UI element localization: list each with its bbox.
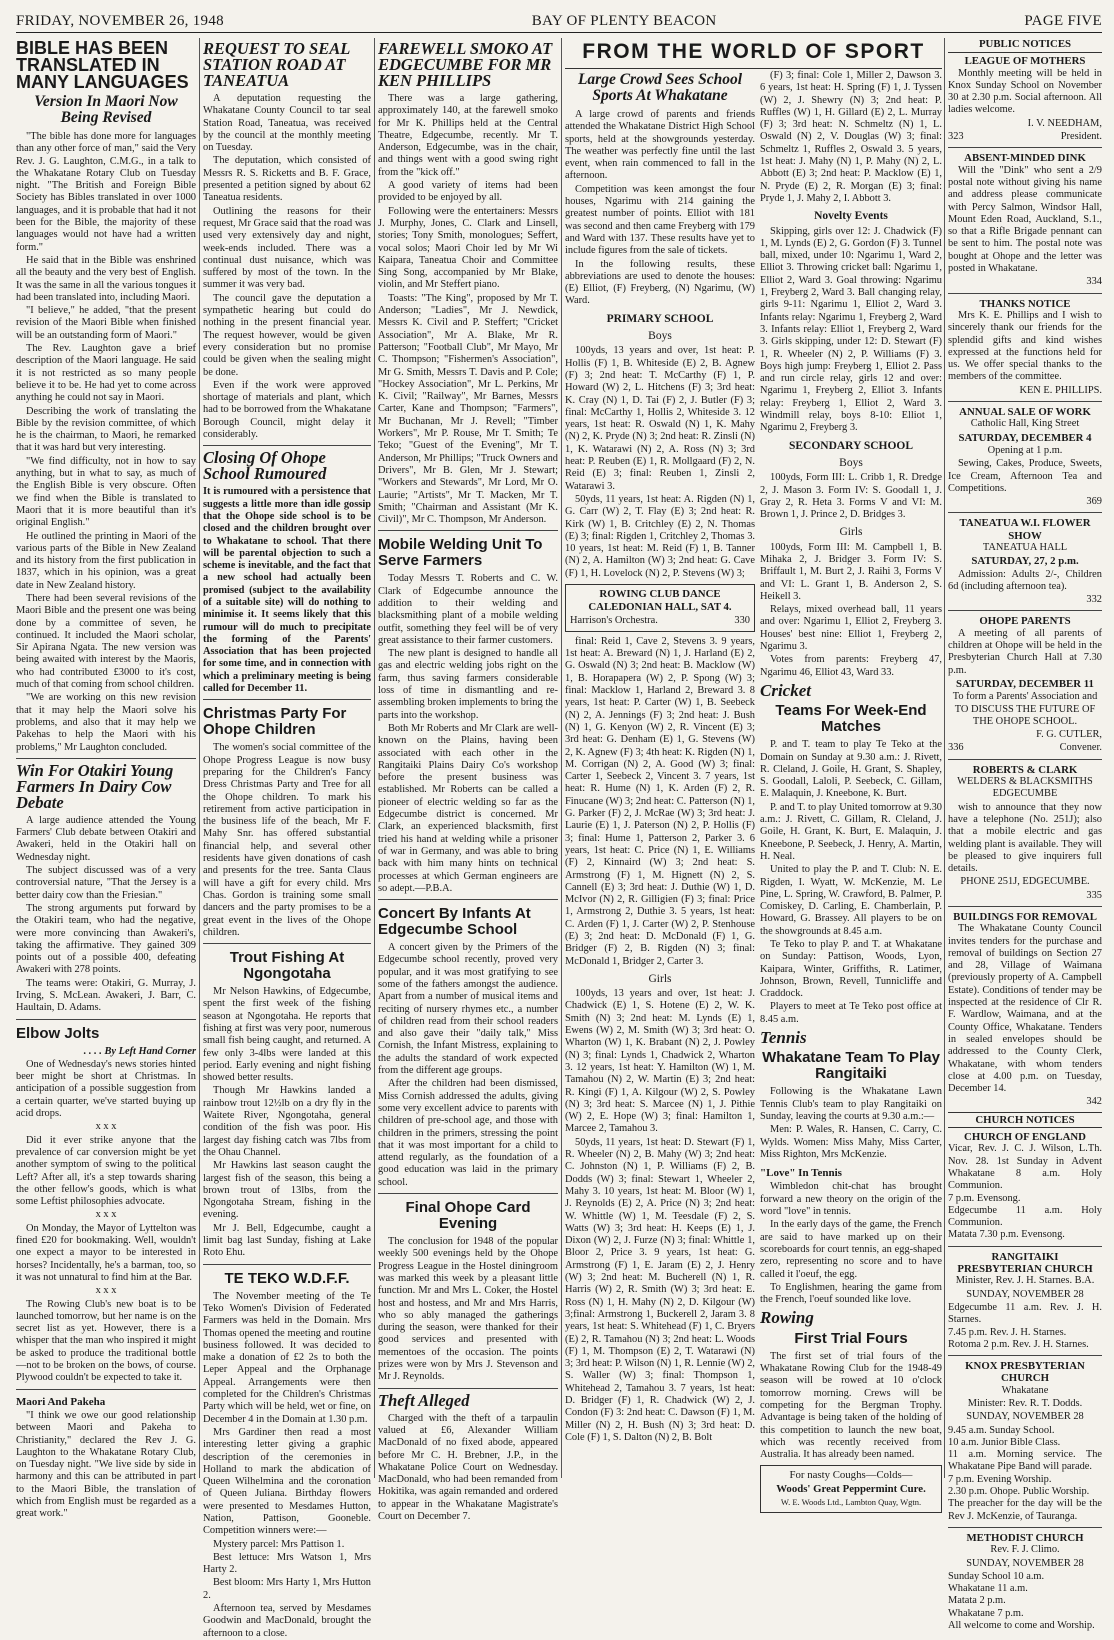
column-1	[16, 38, 196, 1520]
notice-number: 369	[1086, 496, 1102, 508]
notice-heading: BUILDINGS FOR REMOVAL	[953, 911, 1097, 923]
notice-signature: F. G. CUTLER,	[1036, 729, 1102, 741]
article-paragraph: Mr Nelson Hawkins, of Edgecumbe, spent the first week of the fishing season at Ngongotaha. He reports that fishing at first was very poor, numerous small fish being caught, and returned. A few only 3-4lbs were landed at this period. Early evening and night fishing showed better results.	[203, 986, 371, 1084]
elbow-byline: . . . . By Left Hand Corner	[83, 1045, 196, 1057]
notice-number: 335	[1086, 889, 1102, 901]
article-paragraph: Describing the work of translating the Bible by the revision committee, of which he is the chairman, to Maori, he remarked that it was hard but very interesting.	[16, 405, 196, 454]
seal-headline: REQUEST TO SEAL STATION ROAD AT TANEATUA	[203, 39, 350, 90]
notice-text: Sewing, Cakes, Produce, Sweets, Ice Cream, Afternoon Tea and Competitions.	[948, 458, 1102, 494]
article-paragraph: Best bloom: Mrs Harty 1, Mrs Hutton 2.	[203, 1577, 371, 1601]
notices-column	[948, 38, 1102, 1632]
church-services: Sunday School 10 a.m. Whakatane 11 a.m. Matata 2 p.m. Whakatane 7 p.m. All welcome to come and Worship.	[948, 1570, 1095, 1632]
notice-line: SATURDAY, DECEMBER 4	[958, 431, 1092, 444]
results-paragraph: 100yds, 13 years and over, 1st heat: J. Chadwick (E) 1, S. Hotene (E) 2, W. K. Smith (N) 3; 2nd heat: M. Lynds (E) 1, Ewens (W) 2, M. Smith (W) 3; 3rd heat: O. Wharton (W) 1, K. Brabant (N) 2, J. Powley (N) 3; final: Lynds 1, Chadwick 2, Wharton 3. 12 years, 1st heat: Y. Hamilton (W) 1, M. Tamahou (N) 2, W. Martin (E) 3; 2nd heat: R. Kingi (F) 1, A. Kilgour (W) 2, S. Powley (N) 3; 3rd heat: S. Marcee (N) 1, J. Pithie (W) 2, E. Hope (W) 3; final: Hamilton 1, Marcee 2, Tamahou 3.	[565, 988, 755, 1135]
article-paragraph: In the early days of the game, the French are said to have marked up on their scoreboards for court tennis, an egg-shaped zero, representing no score and to have called it l'oeuf, the egg.	[760, 1219, 942, 1280]
notice-text: Admission: Adults 2/-, Children 6d (including afternoon tea).	[948, 568, 1102, 592]
article-paragraph: One of Wednesday's news stories hinted beer might be short at Christmas. In anticipation of a possible suggestion from a certain quarter, we've started buying up acid drops.	[16, 1058, 196, 1120]
ad-line: For nasty Coughs—Colds—	[789, 1469, 913, 1482]
notice-text: Monthly meeting will be held in Knox Sunday School on November 30 at 2.30 p.m. Social afternoon. All ladies welcome.	[948, 67, 1102, 116]
notice-heading: ANNUAL SALE OF WORK	[959, 406, 1091, 419]
notice-text: The Whakatane County Council invites tenders for the purchase and removal of buildings on Section 27 and 28, Village of Waimana (previously property of A. Campbell Estate). Conditions of tender may be inspected at the residence of Clr R. F. Wardlow, Waimana, and at the County Office, Whakatane. Tenders in sealed envelopes should be addressed to the County Clerk, Whakatane, with whom tenders close at 4.00 p.m. on Tuesday, December 14.	[948, 923, 1102, 1095]
divider	[948, 1527, 1102, 1528]
notice-line: Catholic Hall, King Street	[970, 418, 1080, 430]
notice-heading: ABSENT-MINDED DINK	[964, 152, 1086, 165]
article-paragraph: The strong arguments put forward by the Otakiri team, who had the negative, were more convincing than Awakeri's, taking the affirmative. They gained 309 points out of a possible 400, defeating Awakeri with 278 points.	[16, 902, 196, 976]
article-paragraph: Outlining the reasons for their request, Mr Grace said that the road was used very extensively day and night, week-ends included. There was a continual dust nuisance, which was suffered by most of the town. In the summer it was very bad.	[203, 205, 371, 291]
article-paragraph: Men: P. Wales, R. Hansen, C. Carry, C. Wylds. Women: Miss Mahy, Miss Carter, Miss Righton, Mrs McKenzie.	[760, 1124, 942, 1160]
divider	[16, 1389, 196, 1390]
divider	[203, 699, 371, 700]
notice-line: To form a Parents' Association and TO DISCUSS THE FUTURE OF THE OHOPE SCHOOL.	[952, 691, 1098, 727]
notice-title: Convener.	[1059, 742, 1102, 754]
notice-heading: TANEATUA W.I. FLOWER SHOW	[959, 517, 1091, 542]
elbow-headline: Elbow Jolts	[16, 1024, 100, 1042]
divider	[203, 1264, 371, 1265]
divider	[378, 1388, 558, 1389]
article-paragraph: Even if the work were approved shortage of materials and plant, which had to be borrowed from the Whakatane Borough Council, might delay it considerably.	[203, 379, 371, 441]
notice-number: 342	[1086, 1096, 1102, 1108]
church-heading: KNOX PRESBYTERIAN CHURCH	[965, 1360, 1085, 1385]
divider	[948, 147, 1102, 148]
article-paragraph: P. and T. team to play Te Teko at the Domain on Sunday at 9.30 a.m.: J. Rivett, R. Cleland, J. Goile, H. Grant, S. Shapley, S. Goodall, Laloli, P. Seebeck, C. Gillam, E. Malaquin, J. Kneebone, K. Burt.	[760, 739, 942, 800]
article-paragraph: Mystery parcel: Mrs Pattison 1.	[213, 1538, 345, 1550]
results-paragraph: Votes from parents: Freyberg 47, Ngarimu 46, Elliot 43, Ward 33.	[760, 654, 942, 678]
church-location: Whakatane	[1001, 1384, 1049, 1396]
divider	[948, 1355, 1102, 1356]
sport-column-1	[565, 70, 755, 1478]
article-paragraph: To Englishmen, hearing the game from the French, l'oeuf sounded like love.	[760, 1281, 942, 1306]
notice-line: WELDERS & BLACKSMITHS EDGECUMBE	[957, 776, 1093, 800]
divider	[948, 401, 1102, 402]
divider	[948, 293, 1102, 294]
results-paragraph: 50yds, 11 years, 1st heat: D. Stewart (F) 1, R. Wheeler (N) 2, B. Mahy (W) 3; 2nd heat: C. Johnston (N) 1, P. Williams (F) 2, B. Dodds (W) 3; final: Stewart 1, Wheeler 2, Mahy 3. 10 years, 1st heat: M. Bloor (W) 1, J. Reynolds (E) 2, A. Price (N) 3; 2nd heat: W. Whittle (W) 1, M. Teesdale (F) 2, S. Watts (W) 3; 3rd heat: H. Keeps (E) 1, J. Dixon (W) 2, J. Furze (N) 3; final: Whittle 1, Bloor 2, Price 3. 9 years, 1st heat: G. Armstrong (F) 1, E. Jaram (E) 2, J. Henry (W) 3; 2nd heat: M. Bucherell (N) 1, R. Harris (W) 2, R. Smith (W) 3; 3rd heat: E. Ross (N) 1, H. Mahy (N) 2, D. Kilgour (W) 3;final: Armstrong 1, Buckerell 2, Jaram 3. 8 years, 1st heat: S. Whitehead (F) 1, C. Bryers (E) 2, R. Tamahou (N) 3; 2nd heat: L. Woods (F) 1, M. Thompson (E) 2, T. Watarawi (N) 3; 3rd heat: P. Wilson (N) 1, R. Lennie (W) 2, S. Waller (W) 3; final: Thompson 1, Whitehead 2, Tamahou 3. 7 years, 1st heat: D. Bridger (F) 1, R. Chadwick (W) 2, J. Condon (F) 3: 2nd heat: C. Dawson (F) 1, M. Miller (N) 2, H. Bush (N) 3; 3rd heat: D. Cole (F) 1, S. Dalton (N) 2, B. Bolt	[565, 1136, 755, 1443]
bible-deck: Version In Maori Now Being Revised	[34, 93, 178, 126]
results-paragraph: Relays, mixed overhead ball, 11 years and over: Ngarimu 1, Elliot 2, Freyberg 3. Houses' best nine: Elliot 1, Freyberg 2, Ngarimu 3.	[760, 604, 942, 653]
column-rule	[561, 38, 562, 1478]
divider	[948, 512, 1102, 513]
tennis-section: Tennis	[760, 1028, 807, 1048]
masthead-date: FRIDAY, NOVEMBER 26, 1948	[16, 12, 224, 29]
tennis-headline: Whakatane Team To Play Rangitaiki	[762, 1049, 940, 1083]
notice-title: President.	[1060, 131, 1102, 143]
teko-headline: TE TEKO W.D.F.F.	[224, 1269, 350, 1287]
church-minister: Minister: Rev. R. T. Dodds.	[967, 1397, 1083, 1409]
notice-heading: OHOPE PARENTS	[979, 615, 1071, 628]
results-paragraph: Skipping, girls over 12: J. Chadwick (F) 1, M. Lynds (E) 2, G. Gordon (F) 3. Tunnel ball, mixed, under 10: Ngarimu 1, Ward 2, Elliot 3. Throwing cricket ball: Ngarimu 1, Elliot 2, Ward 3. Goal throwing: Ngarimu 1, Freyberg 2, Ward 3. Ball changing relay, girls 9-11: Ngarimu 1, Elliot 2, Ward 3. Infants relay: Ngarimu 1, Freyberg 2, Ward 3. Infants relay: Elliot 1, Freyberg 2, Ward 3. Girls skipping, under 12: D. Stewart (F) 1, R. Wheeler (N) 2, P. Williams (F) 3. Boys high jump: Freyberg 1, Elliot 2. Pass and run circle relay, girls 12 and over: Ngarimu 1, Freyberg 2, Elliot 3. Infants relay: Freyberg 1, Elliot 2, Ward 3. Windmill relay, boys 8-10: Elliot 1, Ngarimu 2, Freyberg 3.	[760, 225, 942, 434]
article-paragraph: The council gave the deputation a sympathetic hearing but could do nothing in the present financial year. The request however, would be given every consideration but no promise could be given when the sealing might be done.	[203, 292, 371, 378]
ad-footer	[570, 615, 750, 627]
notice-signature: I. V. NEEDHAM,	[1027, 117, 1102, 129]
church-heading: RANGITAIKI PRESBYTERIAN CHURCH	[957, 1250, 1093, 1276]
separator-marks: x x x	[95, 1121, 117, 1133]
article-paragraph: A large crowd of parents and friends attended the Whakatane District High School sports, held at the showgrounds yesterday. The weather was perfectly fine until the last event, when rain commenced to fall in the afternoon.	[565, 109, 755, 182]
bible-headline: BIBLE HAS BEEN TRANSLATED IN MANY LANGUAGES	[16, 38, 189, 92]
article-paragraph: Competition was keen amongst the four houses, Ngarimu with 214 gaining the greatest number of points. Elliot with 181 was second and then came Freyberg with 179 and Ward with 137. These results have yet to include figures from the sale of tickets.	[565, 183, 755, 257]
article-paragraph: United to play the P. and T. Club: N. E. Rigden, I. Wyatt, W. McKenzie, M. Le Pine, L. Spring, W. Crawford, B. Palmer, P. Comiskey, D. Carling, E. Chamberlain, P. Howard, G. Brassey. All players to be on the showgrounds at 8.45 a.m.	[760, 864, 942, 937]
notice-footer	[948, 131, 1102, 143]
church-services: 9.45 a.m. Sunday School. 10 a.m. Junior Bible Class. 11 a.m. Morning service. The Whakatane Pipe Band will parade. 7 p.m. Evening Worship. 2.30 p.m. Ohope. Public Worship. The preacher for the day will be the Rev J. McKenzie, of Tauranga.	[948, 1424, 1102, 1522]
church-minister: Rev. F. J. Climo.	[990, 1544, 1060, 1556]
notice-line: SATURDAY, 27, 2 p.m.	[971, 555, 1079, 568]
article-paragraph: In the following results, these abbreviations are used to denote the houses: (E) Elliot, (F) Freyberg, (N) Ngarimu, (W) Ward.	[565, 258, 755, 307]
column-rule	[199, 38, 200, 1478]
notice-number: 334	[1086, 276, 1102, 288]
welding-headline: Mobile Welding Unit To Serve Farmers	[378, 536, 543, 570]
notice-number: 323	[948, 131, 964, 143]
notice-footer	[948, 742, 1102, 754]
article-paragraph: Players to meet at Te Teko post office at 8.45 a.m.	[760, 1001, 942, 1025]
church-notices-heading: CHURCH NOTICES	[948, 1112, 1102, 1128]
article-paragraph: Charged with the theft of a tarpaulin valued at £6, Alexander William MacDonald of no fixed abode, appeared before Mr C. H. Brebner, J.P., in the Whakatane Police Court on Wednesday. MacDonald, who had been remanded from Hokitika, was again remanded and ordered to appear in the Whakatane Magistrate's Court on December 7.	[378, 1412, 558, 1522]
ad-maker: W. E. Woods Ltd., Lambton Quay, Wgtn.	[780, 1496, 922, 1507]
article-paragraph: Today Messrs T. Roberts and C. W. Clark of Edgecumbe announce the addition to their welding and blacksmithing plant of a mobile welding outfit, something they feel will be of very great assistance to their farmer customers.	[378, 573, 558, 646]
masthead	[16, 10, 1102, 33]
article-paragraph: On Monday, the Mayor of Lyttelton was fined £20 for bookmaking. Well, wouldn't one expect a mayor to be interested in horses? Incidentally, he's a barman, too, so it was not unnatural to find him at the Bar.	[16, 1222, 196, 1283]
notice-line: PHONE 251J, EDGECUMBE.	[960, 876, 1090, 888]
article-paragraph: Did it ever strike anyone that the prevalence of car conversion might be yet another symptom of swing to the political Left? After all, it's a step towards sharing the other fellow's goods, which is what some Leftist philosophies advocate.	[16, 1134, 196, 1208]
primary-school-heading: PRIMARY SCHOOL	[606, 312, 714, 325]
church-heading: METHODIST CHURCH	[966, 1531, 1084, 1544]
notice-text: A meeting of all parents of children at Ohope will be held in the Presbyterian Church Hall at 7.30 p.m.	[948, 627, 1102, 676]
column-2	[203, 38, 371, 1639]
church-services: Edgecumbe 11 a.m. Rev. J. H. Starnes. 7.45 p.m. Rev. J. H. Starnes. Rotoma 2 p.m. Rev. J. H. Starnes.	[948, 1301, 1102, 1350]
notice-number: 336	[948, 742, 964, 754]
rowing-dance-ad	[565, 584, 755, 632]
article-paragraph: Toasts: "The King", proposed by Mr T. Anderson; "Ladies", Mr J. Newdick, Messrs K. Civil and P. Steffert; "Cricket Association", Mr A. Blake, Mr R. Patterson; "Football Club", Mr Mayo, Mr C. Thompson; "Fishermen's Association", Mr G. Smith, Messrs T. Davis and P. Cole; "Hockey Association", Mr L. Perkins, Mr K. Civil; "Railway", Mr Barnes, Messrs Carter, Kane and Thompson; "Farmers", Mr Buchanan, Mr J. Revell; "Timber Workers", Mr P. Rouse, Mr T. Smith; Te Teko; "Guest of the Evening", Mr T. Anderson, Mr Phillips; "Truck Owners and Drivers", Mr B. Glen, Mr J. Stewart; "Workers and Stewards", Mr Lord, Mr O. Laurie; "Artists", Mr T. Macken, Mr T. Smith; "Chairman and Assistant (Mr K. Civil)", Mr C. Thompson, Mr Anderson.	[378, 292, 558, 526]
article-paragraph: "We are working on this new revision that it may help the Maori solve his problems, and also that it may help we Pakehas to help the Maori with his problems," Mr Laughton concluded.	[16, 692, 196, 753]
cricket-section: Cricket	[760, 680, 811, 700]
card-headline: Final Ohope Card Evening	[405, 1199, 531, 1233]
notice-line: TANEATUA HALL	[982, 541, 1068, 553]
sport-column-2	[760, 70, 942, 1507]
article-paragraph: A concert given by the Primers of the Edgecumbe school recently, proved very popular, and it was most gratifying to see some of the fathers amongst the audience. Apart from a number of musical items and reciting of nursery rhymes etc., a number of children read from their school readers and also gave their "daily talk," Miss Cornish, the Infant Mistress, explaining to the adults the standard of work expected from the different age groups.	[378, 942, 558, 1077]
ad-band: Harrison's Orchestra.	[570, 614, 658, 626]
article-paragraph: "We find difficulty, not in how to say anything, but in what to say, as much of the English Bible is very obscure. Often we find when the Bible is translated to Maori that it is more beautiful than it's original English."	[16, 455, 196, 529]
smoko-headline: FAREWELL SMOKO AT EDGECUMBE FOR MR KEN PHILLIPS	[378, 39, 553, 90]
novelty-heading: Novelty Events	[814, 210, 888, 223]
article-paragraph: Te Teko to play P. and T. at Whakatane on Sunday: Pattison, Woods, Lyon, Kaipara, Winter, Griffiths, R. Latimer, Johnson, Brown, Revell, Tunnicliffe and Craddock.	[760, 939, 942, 1000]
notice-line: Opening at 1 p.m.	[987, 444, 1063, 456]
theft-headline: Theft Alleged	[378, 1390, 470, 1410]
divider	[948, 906, 1102, 907]
girls-heading: Girls	[648, 972, 672, 985]
ohope-boxed-text: It is rumoured with a persistence that suggests a little more than idle gossip that the Ohope side school is to be closed and the children brought over to Whakatane to school. That there will be parental objection to such a scheme is inevitable, and the fact that a new school had actually been promised (subject to the availability of a suitable site) will do nothing to minimise it. It seems likely that this rumour will do much to precipitate the forming of the Parents' Association that has been projected for some time, and in connection with which a preliminary meeting is being called for December 11.	[203, 486, 371, 695]
boys-heading: Boys	[839, 456, 863, 469]
article-paragraph: The new plant is designed to handle all gas and electric welding jobs right on the farm, thus saving farmers considerable loss of time in dismantling and re-assembling broken implements to bring the parts into the workshop.	[378, 648, 558, 721]
divider	[378, 530, 558, 531]
results-paragraph: 50yds, 11 years, 1st heat: A. Rigden (N) 1, G. Carr (W) 2, T. Flay (E) 3; 2nd heat: R. Kirk (W) 1, B. Critchley (E) 2, N. Thomas (E) 3; final: Rigden 1, Critchley 2, Thomas 3. 10 years, 1st heat: M. Reid (F) 1, B. Tanner (N) 2, A. Hamilton (W) 3; 2nd heat: G. Cave (F) 1, H. Lovelock (N) 2, P. Stevens (W) 3;	[565, 493, 755, 579]
article-paragraph: The teams were: Otakiri, G. Murray, J. Irving, S. McLean. Awakeri, J. Barr, C. Haultain, D. Adams.	[16, 977, 196, 1014]
separator-marks: x x x	[95, 1285, 117, 1297]
church-date: SUNDAY, NOVEMBER 28	[966, 1288, 1084, 1300]
church-date: SUNDAY, NOVEMBER 28	[966, 1557, 1084, 1569]
notice-text: Will the "Dink" who sent a 2/9 postal note without giving his name and address please communicate with Percy Salmon, Windsor Hall, Mount Eden Road, Auckland, S.1., so that a Rifle Brigade pennant can be sent to him. The postal note was bought at Ohope and the letter was posted in Whakatane.	[948, 164, 1102, 275]
article-paragraph: Mr J. Bell, Edgecumbe, caught a limit bag last Sunday, fishing at Lake Roto Ehu.	[203, 1222, 371, 1259]
article-paragraph: Mr Hawkins last season caught the largest fish of the season, this being a brown trout of 13lbs, from the Ngongotaha Stream, fishing in the evening.	[203, 1160, 371, 1221]
notice-line: SATURDAY, DECEMBER 11	[956, 677, 1094, 690]
divider	[378, 899, 558, 900]
separator-marks: x x x	[95, 1209, 117, 1221]
article-paragraph: Wimbledon chit-chat has brought forward a new theory on the origin of the word "love" in tennis.	[760, 1181, 942, 1218]
divider	[948, 1246, 1102, 1247]
otakiri-headline: Win For Otakiri Young Farmers In Dairy Cow Debate	[16, 760, 174, 812]
sport-banner: FROM THE WORLD OF SPORT	[565, 40, 942, 69]
article-paragraph: Mrs Gardiner then read a most interesting letter giving a graphic description of the ceremonies in Holland to mark the abdication of Queen Wilhelmina and the coronation of Queen Juliana. Birthday flowers were presented to Mesdames Hutton, Nation, Pattison, Gooneble. Competition winners were:—	[203, 1426, 371, 1537]
rowing-headline: First Trial Fours	[794, 1329, 908, 1347]
divider	[16, 758, 196, 759]
love-headline: "Love" In Tennis	[760, 1167, 842, 1180]
article-paragraph: Afternoon tea, served by Mesdames Goodwin and MacDonald, brought the afternoon to a close.	[203, 1603, 371, 1639]
article-paragraph: Though Mr Hawkins landed a rainbow trout 12½lb on a dry fly in the Waitete River, Ngongotaha, general condition of the fish was poor. His largest day fishing catch was 7lbs from the Ohau Channel.	[203, 1085, 371, 1158]
maori-headline: Maori And Pakeha	[16, 1395, 106, 1408]
divider	[16, 1019, 196, 1020]
article-paragraph: The November meeting of the Te Teko Women's Division of Federated Farmers was held in the Domain. Mrs Thomas opened the meeting and routine business followed. It was decided to make a donation of £2 2s to both the Leper Appeal and the Orphanage Appeal. Arrangements were then completed for the Children's Christmas Party which will be held, wet or fine, on December 4 in the Domain at 1.30 p.m.	[203, 1290, 371, 1425]
boys-heading: Boys	[648, 330, 672, 343]
concert-headline: Concert By Infants At Edgecumbe School	[378, 905, 531, 939]
notice-heading: THANKS NOTICE	[979, 297, 1071, 310]
church-services: Vicar, Rev. J. C. J. Wilson, L.Th. Nov. 28. 1st Sunday in Advent Whakatane 8 a.m. Holy Communion. 7 p.m. Evensong. Edgecumbe 11 a.m. Holy Communion. Matata 7.30 p.m. Evensong.	[948, 1143, 1102, 1241]
cough-cure-ad	[760, 1465, 942, 1513]
results-paragraph: final: Reid 1, Cave 2, Stevens 3. 9 years, 1st heat: A. Breward (N) 1, J. Harland (E) 2, G. Oswald (N) 3; 2nd heat: B. Macklow (W) 1, B. Horapapera (W) 2, P. Spong (W) 3; final: Macklow 1, Harland 2, Breward 3. 8 years, 1st heat: P. Carter (W) 1, B. Seebeck (N) 2, A. Jennings (F) 3; 2nd heat: J. Bush (N) 1, G. Kenyon (W) 2, R. Vincent (E) 3; 3rd heat: G. Denham (E) 1, G. Stevens (W) 2, K. Agnew (F) 3; 4th heat: K. Rigden (N) 1, M. Corrigan (N) 2, A. Good (W) 3; final: Carter 1, Seebeck 2, Vincent 3. 7 years, 1st heat: R. Hume (N) 1, K. Arden (F) 2, R. Finucane (W) 3; 2nd heat: C. Patterson (N) 1, G. Parker (F) 2, J. McRae (W) 3; 3rd heat: J. Laurie (E) 1, J. Paterson (N) 2, P. Hollis (F) 3; final: Hume 1, Patterson 2, Parker 3. 6 years, 1st heat: C. Price (N) 1, E. Williams (F) 2, Kinnaird (W) 3; 2nd heat: S. Armstrong (F) 1, M. Hignett (N) 2, S. Cannell (E) 3; 3rd heat: J. Duthie (W) 1, D. McIvor (N) 2, R. Gilligien (F) 3; final: Price 1, Armstrong 2, Duthie 3. 5 years, 1st heat: C. Arden (F) 1, J. Carter (W) 2, P. Stenhouse (E) 3; 2nd heat: D. McDonald (F) 1, G. Bridger (F) 2, B. Rigden (N) 3; final: McDonald 1, Bridger 2, Carter 3.	[565, 635, 755, 967]
article-paragraph: A good variety of items had been provided to be enjoyed by all.	[378, 180, 558, 204]
church-date: SUNDAY, NOVEMBER 28	[966, 1411, 1084, 1423]
divider	[378, 1193, 558, 1194]
article-paragraph: The conclusion for 1948 of the popular weekly 500 evenings held by the Ohope Progress League in the Hostel diningroom was marked this week by a pleasant little function. Mr and Mrs L. Coker, the Hostel host and hostess, and Mr and Mrs Harris, who so ably managed the gatherings during the season, were thanked for their good services and presented with mementoes of the occasion. The points prizes were won by Mrs J. Stevenson and Mr J. Reynolds.	[378, 1236, 558, 1383]
results-paragraph: 100yds, Form III: M. Campbell 1, B. Mihaka 2, J. Bridger 3. Form IV: S. Briffault 1, M. Burt 2, J. Raihi 3, Forms V and VI: L. Grant 1, B. Anderson 2, S. Heikell 3.	[760, 541, 942, 602]
article-paragraph: He outlined the printing in Maori of the various parts of the Bible in New Zealand and its history from the first publication in 1837, which in his opinion, was a great date in New Zealand history.	[16, 530, 196, 591]
church-minister: Minister, Rev. J. H. Starnes. B.A.	[955, 1275, 1095, 1287]
article-paragraph: The Rowing Club's new boat is to be launched tomorrow, but her name is on the secret list as yet. However, there is a whisper that the man who inspired it might be asked to produce the traditional bottle —not to be broken on the bows, of course. Plywood couldn't be expected to take it.	[16, 1298, 196, 1384]
column-rule	[944, 38, 945, 1478]
column-rule	[374, 38, 375, 1478]
article-paragraph: "The bible has done more for languages than any other force of man," said the Very Rev. J. G. Laughton, C.M.G., in a talk to the Whakatane Rotary Club on Tuesday night. "The British and Foreign Bible Society has Bibles translated in over 1000 languages, and it is probable that had it not been for the Bible, the majority of these languages would not have had a written form."	[16, 131, 196, 253]
article-paragraph: "I think we owe our good relationship between Maori and Pakeha to Christianity," declared the Rev J. G. Laughton to the Whakatane Rotary Club, on Tuesday night. "We live side by side in harmony and this can be attributed in part to the Maori Bible, the translation of which from English must be regarded as a great work."	[16, 1409, 196, 1520]
cricket-headline: Teams For Week-End Matches	[775, 702, 927, 736]
notice-heading: LEAGUE OF MOTHERS	[964, 55, 1086, 68]
ad-venue: CALEDONIAN HALL, SAT 4.	[588, 601, 732, 614]
notice-heading: ROBERTS & CLARK	[972, 763, 1078, 776]
notice-number: 332	[1086, 594, 1102, 606]
trout-headline: Trout Fishing At Ngongotaha	[229, 949, 345, 983]
results-paragraph: 100yds, Form III: L. Cribb 1, R. Dredge 2, J. Mason 3. Form IV: S. Goodall 1, J. Gray 2, R. Heta 3. Forms V and VI: M. Brown 1, J. Prince 2, D. Bridges 3.	[760, 472, 942, 521]
ad-product: Woods' Great Peppermint Cure.	[776, 1482, 926, 1495]
article-paragraph: Following is the Whakatane Lawn Tennis Club's team to play Rangitaiki on Sunday, leaving the courts at 9.30 a.m.:—	[760, 1086, 942, 1122]
article-paragraph: Following were the entertainers: Messrs J. Murphy, Jones, C. Clark and Linsell, stories; Tony Smith, monologues; Seffert, vocal solos; Maori Choir led by Mr Wi Kaipara, Taneatua Choir and Committee Sing Song, accompanied by Mr Blake, violin, and Mr Steffert piano.	[378, 205, 558, 291]
article-paragraph: A large audience attended the Young Farmers' Club debate between Otakiri and Awakeri, held in the Otakiri hall on Wednesday night.	[16, 814, 196, 863]
article-paragraph: A deputation requesting the Whakatane County Council to tar seal Station Road, Taneatua, was received by the council at the monthly meeting on Tuesday.	[203, 93, 371, 154]
article-paragraph: Best lettuce: Mrs Watson 1, Mrs Harty 2.	[203, 1551, 371, 1576]
article-paragraph: Both Mr Roberts and Mr Clark are well-known on the Plains, having been associated with each other in the Rangitaiki Plains Dairy Co's workshop before the present business was established. Mr Roberts can be called a pioneer of electric welding so far as the Edgecumbe district is concerned. Mr Clark, an experienced blacksmith, first tried his hand at welding while a prisoner of war in Germany, and was able to bring back with him many hints on technical processes at which German engineers are so adept.—P.B.A.	[378, 722, 558, 894]
article-paragraph: P. and T. to play United tomorrow at 9.30 a.m.: J. Rivett, C. Gillam, R. Cleland, J. Goile, H. Grant, K. Burt, E. Malaquin, J. Kneebone, P. Seebeck, J. Henry, A. Martin, H. Neal.	[760, 801, 942, 862]
school-sports-deck: Large Crowd Sees School Sports At Whakatane	[577, 71, 743, 104]
results-paragraph: 100yds, 13 years and over, 1st heat: P. Hollis (F) 1, B. Whiteside (E) 2, B. Agnew (F) 3; 2nd heat: T. McCarthy (F) 1, P. Howard (W) 2, L. Hitchens (F) 3; 3rd heat: K. Cray (N) 1, D. Tai (F) 2, J. Butler (F) 3; final: McCarthy 1, Hollis 2, Whiteside 3. 12 years, 1st heat: R. Oswald (N) 1, K. Mahy (N) 2, K. Pryde (N) 3; 2nd heat: R. Zinsli (N) 1, K. Watarawi (N) 2, A. Ross (N) 3; 3rd heat: P. Reuben (E) 1, R. Mollgaard (F) 2, N. Reid (E) 3; final: Reuben 1, Zinsli 2, Watarawi 3.	[565, 345, 755, 492]
article-paragraph: The Rev. Laughton gave a brief description of the Maori language. He said it is not restricted as so many people believe it to be. He had yet to come across anything he could not say in Maori.	[16, 343, 196, 404]
article-paragraph: The women's social committee of the Ohope Progress League is now busy preparing for the Children's Fancy Dress Christmas Party and Tree for all the Ohope children. To mark his retirement from active participation in the business life of the beach, Mr F. Mahy Snr. has offered substantial financial help, and several other residents have given donations of cash and presents for the tree. Santa Claus will have a gift for every child. Mrs Chas. Gordon is training some small dancers and the party promises to be a great event in the lives of the Ohope children.	[203, 742, 371, 938]
article-paragraph: There was a large gathering, approximately 140, at the farewell smoko for Mr K. Phillips held at the Central Theatre, Edgecumbe, recently. Mr T. Anderson, Edgecumbe, was in the chair, and things went with a good swing right from the "kick off."	[378, 93, 558, 178]
ad-number: 330	[734, 614, 750, 626]
divider	[948, 759, 1102, 760]
masthead-paper: BAY OF PLENTY BEACON	[531, 12, 717, 29]
notice-signature: KEN E. PHILLIPS.	[1019, 384, 1102, 396]
article-paragraph: The first set of trial fours of the Whakatane Rowing Club for the 1948-49 season will be rowed at 10 o'clock tomorrow morning. Crews will be competing for the Bergman Trophy. Advantage is being taken of the holding of this competition to launch the new boat, which was recently received from Australia. It has already been named.	[760, 1350, 942, 1461]
column-3	[378, 38, 558, 1522]
notice-text: wish to announce that they now have a telephone (No. 251J); also that a mobile electric and gas welding plant is available. They will be pleased to give inquirers full details.	[948, 801, 1102, 875]
public-notices-heading: PUBLIC NOTICES	[948, 38, 1102, 53]
christmas-headline: Christmas Party For Ohope Children	[203, 705, 347, 739]
article-paragraph: The subject discussed was of a very controversial nature, "That the Jersey is a better dairy cow than the Friesian."	[16, 865, 196, 901]
article-paragraph: The deputation, which consisted of Messrs R. S. Ricketts and B. F. Grace, presented a petition signed by about 62 Taneatua residents.	[203, 155, 371, 204]
divider	[948, 610, 1102, 611]
article-paragraph: He said that in the Bible was enshrined all the beauty and the very best of English. It was the same in all the various tongues it had been translated into, including Maori.	[16, 254, 196, 303]
results-paragraph: (F) 3; final: Cole 1, Miller 2, Dawson 3. 6 years, 1st heat: H. Spring (F) 1, J. Tyssen (W) 2, J. Shewry (N) 3; 2nd heat: P. Ruffles (W) 1, H. Gillard (E) 2, L. Murray (F) 3; 3rd heat: N. Schmeltz (N) 1, L. Oswald (N) 2, V. Douglas (W) 3; final: Schmeltz 1, Ruffles 2, Oswald 3. 5 years, 1st heat: J. Mahy (N) 1, P. Mahy (N) 2, L. Abbott (E) 3; 2nd heat: P. Macklow (E) 1, N. Pryde (E) 2, R. Morgan (E) 3; final: Pryde 1, J. Mahy 2, I. Abbott 3.	[760, 70, 942, 204]
article-paragraph: After the children had been dismissed, Miss Cornish addressed the adults, giving some very excellent advice to parents with children of pre-school age, and those with children in the primers, stressing the point that it was most important for a child to attend regularly, as the foundation of a good education was laid in the primary school.	[378, 1078, 558, 1188]
rowing-section: Rowing	[760, 1308, 814, 1328]
secondary-school-heading: SECONDARY SCHOOL	[788, 439, 914, 452]
masthead-page: PAGE FIVE	[1024, 12, 1102, 29]
notice-text: Mrs K. E. Phillips and I wish to sincerely thank our friends for the splendid gifts and kind wishes expressed at the functions held for us. We offer special thanks to the members of the committee.	[948, 309, 1102, 383]
church-heading: CHURCH OF ENGLAND	[964, 1131, 1086, 1144]
ad-title: ROWING CLUB DANCE	[599, 587, 721, 600]
divider	[203, 943, 371, 944]
girls-heading: Girls	[839, 526, 863, 539]
ohope-headline: Closing Of Ohope School Rumoured	[203, 448, 327, 484]
article-paragraph: "I believe," he added, "that the present revision of the Maori Bible when finished will be an outstanding form of Maori."	[16, 305, 196, 341]
divider	[203, 445, 371, 446]
article-paragraph: There had been several revisions of the Maori Bible and the present one was being done by a committee of seven, he continued. It included the Maori scholar, Sir Apirana Ngata. The new version was being awaited with interest by the Maoris, who had contributed £3000 to it's cost, much of that coming from school children.	[16, 592, 196, 691]
